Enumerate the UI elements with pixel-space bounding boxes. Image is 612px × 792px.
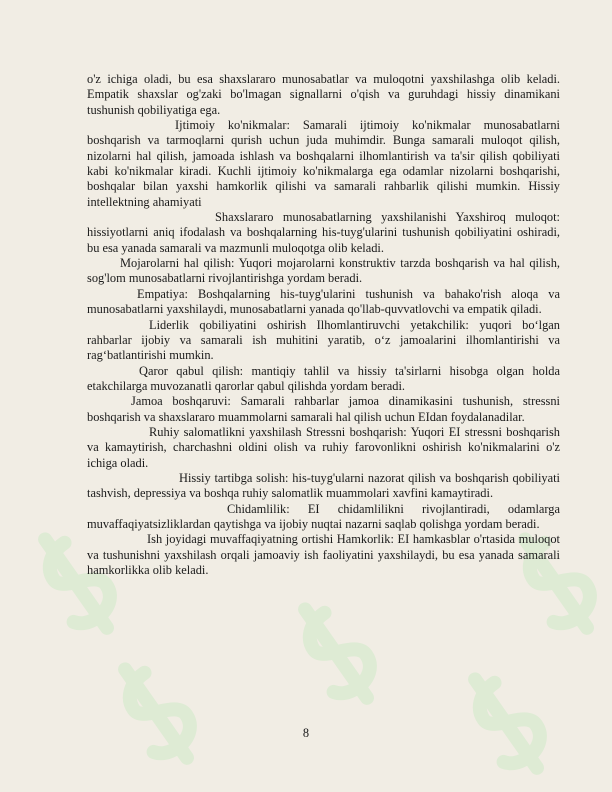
body-paragraph: Mojarolarni hal qilish: Yuqori mojarolarni konstruktiv tarzda boshqarish va hal qilish, sog'lom munosabatlarni rivojlantirishga yordam beradi. xyxy=(87,256,560,286)
body-paragraph: Ish joyidagi muvaffaqiyatning ortishi Hamkorlik: EI hamkasblar o'rtasida muloqot va tushunishni yaxshilash orqali jamoaviy ish faoliyatini yaxshilaydi, bu esa yanada samarali hamkorlikka olib keladi. xyxy=(87,532,560,577)
document-body xyxy=(87,72,560,578)
body-paragraph: Qaror qabul qilish: mantiqiy tahlil va hissiy ta'sirlarni hisobga olgan holda etakchilarga muvozanatli qarorlar qabul qilishda yordam beradi. xyxy=(87,363,560,393)
body-paragraph: o'z ichiga oladi, bu esa shaxslararo munosabatlar va muloqotni yaxshilashga olib keladi. Empatik shaxslar og'zaki bo'lmagan signallarni o'qish va guruhdagi hissiy dinamikani tushunish qobiliyatiga ega. xyxy=(87,72,560,117)
body-paragraph: Hissiy tartibga solish: his-tuyg'ularni nazorat qilish va boshqarish qobiliyati tashvish, depressiya va boshqa ruhiy salomatlik muammolari xavfini kamaytiradi. xyxy=(87,470,560,501)
body-paragraph: Liderlik qobiliyatini oshirish Ilhomlantiruvchi yetakchilik: yuqori bo‘lgan rahbarlar ijobiy va samarali ish muhitini yaratib, o‘z jamoalarini ilhomlantirishi va rag‘batlantirishi mumkin. xyxy=(87,317,560,363)
body-paragraph: Ijtimoiy ko'nikmalar: Samarali ijtimoiy ko'nikmalar munosabatlarni boshqarish va tarmoqlarni qurish uchun juda muhimdir. Bunga samarali muloqot qilish, nizolarni hal qilish, jamoada ishlash va boshqalarni ilhomlantirish va ta'sir qilish qobiliyati kabi ko'nikmalar kiradi. Kuchli ijtimoiy ko'nikmalarga ega odamlar nizolarni boshqarishi, boshqalar bilan yaxshi hamkorlik qilishi va samarali rahbarlik qilishi mumkin. Hissiy intellektning ahamiyati xyxy=(87,118,560,209)
body-paragraph: Chidamlilik: EI chidamlilikni rivojlantiradi, odamlarga muvaffaqiyatsizliklardan qaytishga va ijobiy nuqtai nazarni saqlab qolishga yordam beradi. xyxy=(87,501,560,531)
body-paragraph: Jamoa boshqaruvi: Samarali rahbarlar jamoa dinamikasini tushunish, stressni boshqarish va shaxslararo muammolarni samarali hal qilish uchun EIdan foydalanadilar. xyxy=(87,394,560,424)
body-paragraph: Empatiya: Boshqalarning his-tuyg'ularini tushunish va bahako'rish aloqa va munosabatlarni yaxshilaydi, munosabatlarni yanada qo'llab-quvvatlovchi va empatik qiladi. xyxy=(87,286,560,317)
page-number: 8 xyxy=(302,726,310,740)
body-paragraph: Shaxslararo munosabatlarning yaxshilanishi Yaxshiroq muloqot: hissiyotlarni aniq ifodalash va boshqalarning his-tuyg'ularini tushunish qobiliyatini oshiradi, bu esa yanada samarali va mazmunli muloqotga olib keladi. xyxy=(87,210,560,255)
body-paragraph: Ruhiy salomatlikni yaxshilash Stressni boshqarish: Yuqori EI stressni boshqarish va kamaytirish, charchashni oldini olish va ruhiy farovonlikni oshirish ko'nikmalarini o'z ichiga oladi. xyxy=(87,424,560,470)
